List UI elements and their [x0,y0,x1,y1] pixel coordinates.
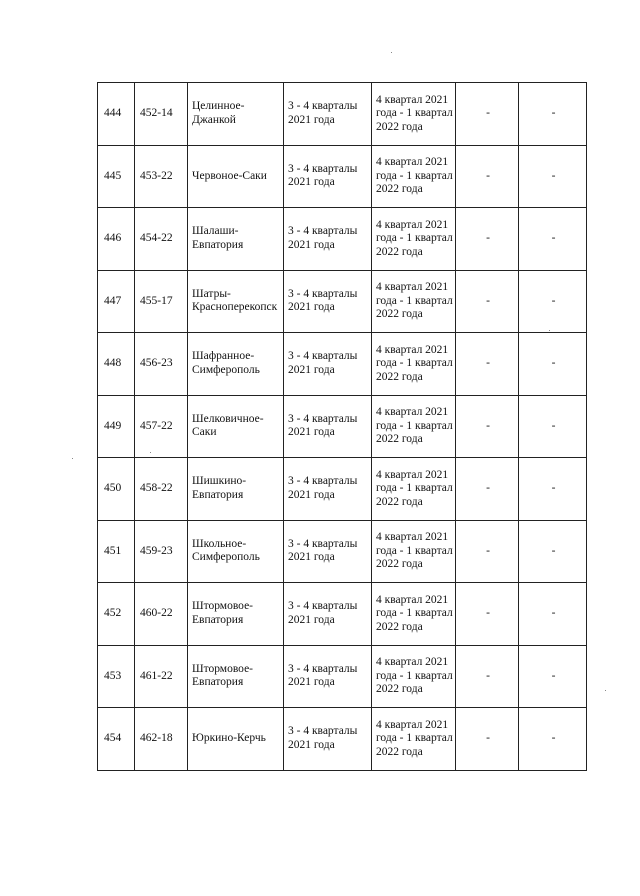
road-code-cell: 456-23 [135,333,188,396]
dash-cell: - [456,208,519,271]
table-row [98,145,587,208]
period-cell: 3 - 4 кварталы 2021 года [284,520,372,583]
period-cell: 3 - 4 кварталы 2021 года [284,145,372,208]
term-cell: 4 квартал 2021 года - 1 квартал 2022 года [372,395,456,458]
scan-speck [72,458,73,459]
road-code-cell: 452-14 [135,83,188,146]
term-cell: 4 квартал 2021 года - 1 квартал 2022 года [372,520,456,583]
dash-cell: - [519,645,587,708]
dash-cell: - [456,583,519,646]
scan-speck [391,52,392,53]
table-row [98,83,587,146]
dash-cell: - [519,520,587,583]
scan-speck [549,330,550,331]
dash-cell: - [519,458,587,521]
dash-cell: - [519,145,587,208]
dash-cell: - [456,83,519,146]
period-cell: 3 - 4 кварталы 2021 года [284,458,372,521]
term-cell: 4 квартал 2021 года - 1 квартал 2022 года [372,145,456,208]
table-row [98,708,587,771]
period-cell: 3 - 4 кварталы 2021 года [284,645,372,708]
period-cell: 3 - 4 кварталы 2021 года [284,208,372,271]
dash-cell: - [519,333,587,396]
term-cell: 4 квартал 2021 года - 1 квартал 2022 года [372,83,456,146]
term-cell: 4 квартал 2021 года - 1 квартал 2022 года [372,645,456,708]
dash-cell: - [519,395,587,458]
dash-cell: - [519,583,587,646]
term-cell: 4 квартал 2021 года - 1 квартал 2022 года [372,333,456,396]
road-code-cell: 454-22 [135,208,188,271]
road-code-cell: 460-22 [135,583,188,646]
dash-cell: - [519,708,587,771]
table-row [98,583,587,646]
road-code-cell: 455-17 [135,270,188,333]
road-name-cell: Шатры-Красноперекопск [188,270,284,333]
term-cell: 4 квартал 2021 года - 1 квартал 2022 года [372,270,456,333]
table-row [98,645,587,708]
period-cell: 3 - 4 кварталы 2021 года [284,395,372,458]
row-number-cell: 452 [98,583,135,646]
period-cell: 3 - 4 кварталы 2021 года [284,83,372,146]
table-row [98,270,587,333]
row-number-cell: 454 [98,708,135,771]
row-number-cell: 453 [98,645,135,708]
row-number-cell: 445 [98,145,135,208]
dash-cell: - [519,83,587,146]
road-name-cell: Штормовое-Евпатория [188,583,284,646]
row-number-cell: 449 [98,395,135,458]
term-cell: 4 квартал 2021 года - 1 квартал 2022 года [372,458,456,521]
road-code-cell: 458-22 [135,458,188,521]
table-body [98,83,587,771]
row-number-cell: 447 [98,270,135,333]
table-row [98,333,587,396]
scan-speck [150,452,151,453]
row-number-cell: 448 [98,333,135,396]
period-cell: 3 - 4 кварталы 2021 года [284,333,372,396]
row-number-cell: 446 [98,208,135,271]
road-name-cell: Шалаши-Евпатория [188,208,284,271]
dash-cell: - [456,333,519,396]
road-code-cell: 461-22 [135,645,188,708]
road-code-cell: 459-23 [135,520,188,583]
period-cell: 3 - 4 кварталы 2021 года [284,708,372,771]
road-name-cell: Червоное-Саки [188,145,284,208]
schedule-table [97,82,587,771]
road-code-cell: 457-22 [135,395,188,458]
dash-cell: - [456,708,519,771]
term-cell: 4 квартал 2021 года - 1 квартал 2022 года [372,583,456,646]
row-number-cell: 444 [98,83,135,146]
road-name-cell: Шафранное-Симферополь [188,333,284,396]
period-cell: 3 - 4 кварталы 2021 года [284,583,372,646]
dash-cell: - [519,270,587,333]
road-code-cell: 462-18 [135,708,188,771]
road-name-cell: Юркино-Керчь [188,708,284,771]
road-name-cell: Шишкино-Евпатория [188,458,284,521]
dash-cell: - [456,270,519,333]
road-name-cell: Целинное-Джанкой [188,83,284,146]
period-cell: 3 - 4 кварталы 2021 года [284,270,372,333]
table-row [98,520,587,583]
road-name-cell: Штормовое-Евпатория [188,645,284,708]
dash-cell: - [456,458,519,521]
dash-cell: - [456,145,519,208]
dash-cell: - [456,520,519,583]
table-row [98,208,587,271]
table-row [98,395,587,458]
term-cell: 4 квартал 2021 года - 1 квартал 2022 года [372,208,456,271]
dash-cell: - [456,395,519,458]
dash-cell: - [519,208,587,271]
table-row [98,458,587,521]
row-number-cell: 450 [98,458,135,521]
scan-speck [605,690,606,691]
road-name-cell: Школьное-Симферополь [188,520,284,583]
road-code-cell: 453-22 [135,145,188,208]
dash-cell: - [456,645,519,708]
road-name-cell: Шелковичное-Саки [188,395,284,458]
row-number-cell: 451 [98,520,135,583]
term-cell: 4 квартал 2021 года - 1 квартал 2022 года [372,708,456,771]
